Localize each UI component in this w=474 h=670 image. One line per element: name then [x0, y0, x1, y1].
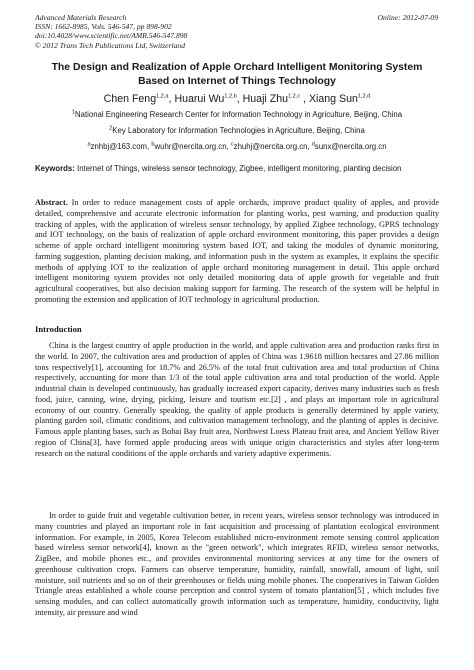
email-address[interactable]: sunx@nercita.org.cn	[314, 142, 387, 151]
email-marker: d	[311, 141, 315, 148]
author-list	[35, 93, 439, 105]
author-name: Huaji Zhu	[242, 93, 288, 105]
online-date: Online: 2012-07-09	[377, 13, 438, 22]
doi-line[interactable]: doi:10.4028/www.scientific.net/AMR.546-547.898	[35, 31, 188, 41]
abstract-text: In order to reduce management costs of apple orchards, improve product quality of apples, and provide detailed, comprehensive and accurate electronic information for planting works, pest warning, and production quality tracking of apples, with the application of wireless sensor technology, by applied Zigbee technology, GPRS technology and IOT technology, on the basis of realization of apple orchard environment monitoring, this paper provides a design scheme of apple orchard intelligent monitoring system based IOT, and taking the modules of dynamic monitoring, farming suggestion, planting decision making, and information push in the system as examples, it explains the specific methods of applying IOT to the realization of apple orchard monitoring management in detail. This apple orchard intelligent monitoring system provides not only detailed monitoring data of apple growth for vegetable and fruit agricultural cooperatives, but also decision making support for farming. The research of the system will be helpful in promoting the extension and application of IOT technology in agricultural production.	[35, 198, 439, 304]
introduction-heading: Introduction	[35, 324, 82, 334]
affiliation-2	[35, 126, 439, 135]
journal-name: Advanced Materials Research	[35, 13, 127, 22]
email-marker: b	[151, 141, 155, 148]
abstract-section	[35, 198, 439, 306]
affiliation-marker: 1	[71, 109, 76, 116]
affiliation-marker: 2	[109, 125, 113, 132]
keywords-text: Internet of Things, wireless sensor technology, Zigbee, intelligent monitoring, planting decision	[74, 164, 402, 173]
keywords-label: Keywords:	[35, 164, 75, 173]
email-marker: c	[230, 141, 234, 148]
publication-header	[35, 13, 187, 50]
affiliation-text: National Engineering Research Center for Information Technology in Agriculture, Beijing, China	[75, 110, 403, 119]
email-address[interactable]: znhbj@163.com,	[90, 142, 152, 151]
affiliation-1	[35, 110, 439, 119]
issn-line: ISSN: 1662-8985, Vols. 546-547, pp 898-902	[35, 22, 172, 32]
author-name: Xiang Sun	[308, 93, 358, 105]
email-address[interactable]: wuhr@nercita.org.cn,	[154, 142, 231, 151]
introduction-paragraph-1: China is the largest country of apple production in the world, and apple cultivation area and production ranks first in the world. In 2007, the cultivation area and production of apples of China was 1.9618 million hectares and 27.86 million tons respectively[1], accounting for 18.7% and 26.5% of the total fruit cultivation area and total production of China respectively, accounting for more than 1/3 of the total apple cultivation area and total production of the world. Apple industrial chain is developed continuously, has gradually increased export capacity, derives many industries such as fresh food, juice, canning, wine, drying, picking, leisure and tourism etc.[2] , and plays an important role in agricultural economy of our country. Generally speaking, the quality of apple products is generally determined by apple variety, planting garden soil, climatic conditions, and cultivation management technology, and the planting of apples is decisive. Famous apple planting bases, such as Bohai Bay fruit area, Northwest Loess Plateau fruit area, and Ancient Yellow River region of China[3], have formed apple producing areas with unique origin characteristics and styles after long-term research on the natural conditions of the apple orchards and variety adaptive experiments.	[35, 341, 439, 458]
email-marker: a	[87, 141, 91, 148]
abstract-label: Abstract.	[35, 198, 68, 207]
introduction-paragraph-2: In order to guide fruit and vegetable cultivation better, in recent years, wireless sensor technology was introduced in many countries and played an important role in fast acquisition and processing of plantation ecological environment information. For example, in 2005, Korea Telecom established micro-environment remote sensing control application based wireless sensor network[4], known as the "green network", which integrates RFID, wireless sensor networks, ZigBee, and mobile phones etc., and provides environmental monitoring services at any time for the owners of greenhouse cultivation crops. Farmers can observe temperature, humidity, rainfall, snowfall, amount of light, soil moisture, soil nutrients and so on of their greenhouses or fields using mobile phones. The cooperatives in Taiwan Golden Triangle areas established a whole course perception and control system of tomato plantation[5] , which includes five sensing modules, and can collect automatically growth information such as temperature, humidity, conductivity, light intensity, air pressure and wind	[35, 511, 439, 617]
author-name: Huarui Wu	[174, 93, 225, 105]
author-separator: ,	[300, 93, 309, 105]
author-emails	[35, 142, 439, 151]
affiliation-text: Key Laboratory for Information Technologies in Agriculture, Beijing, China	[112, 126, 365, 135]
author-affiliation-marker: 1,2,d	[357, 93, 371, 100]
copyright-line: © 2012 Trans Tech Publications Ltd, Switzerland	[35, 40, 185, 50]
email-address[interactable]: zhuhj@nercita.org.cn,	[233, 142, 312, 151]
author-affiliation-marker: 1,2,c	[287, 93, 301, 100]
keywords-section	[35, 164, 439, 174]
author-separator: ,	[236, 93, 243, 105]
paper-title: The Design and Realization of Apple Orchard Intelligent Monitoring System Based on Internet of Things Technology	[51, 62, 423, 87]
author-separator: ,	[168, 93, 175, 105]
author-name: Chen Feng	[103, 93, 157, 105]
author-affiliation-marker: 1,2,a	[156, 93, 169, 100]
author-affiliation-marker: 1,2,b	[224, 93, 237, 100]
